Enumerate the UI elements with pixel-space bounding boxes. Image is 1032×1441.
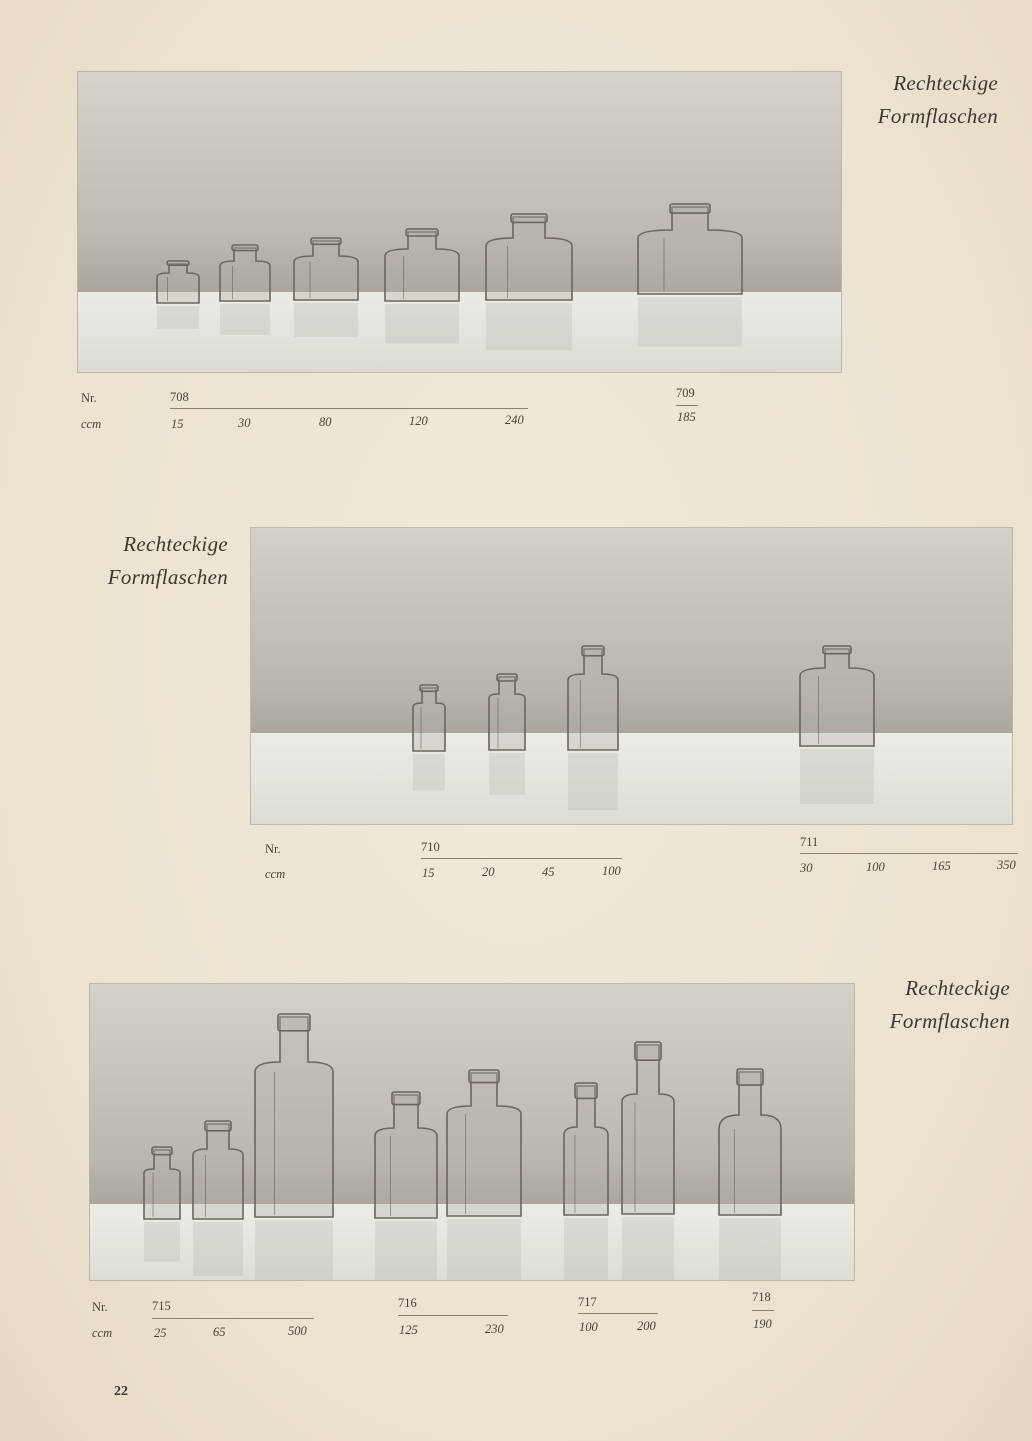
section-1-caption [850, 67, 998, 133]
ccm-value: 100 [579, 1320, 598, 1334]
ccm-value: 120 [409, 414, 428, 428]
ccm-value: 190 [753, 1317, 772, 1331]
page-number: 22 [114, 1384, 128, 1399]
model-number-716: 716 [398, 1296, 417, 1310]
glass-bottle [800, 646, 874, 804]
group-rule [421, 858, 622, 859]
model-number-718: 718 [752, 1290, 771, 1304]
ccm-value: 15 [422, 866, 435, 880]
ccm-value: 125 [399, 1323, 418, 1337]
model-number-715: 715 [152, 1299, 171, 1313]
ccm-label: ccm [81, 417, 102, 431]
ccm-value: 185 [677, 410, 696, 424]
caption-line-1: Rechteckige [893, 71, 998, 95]
group-rule [676, 405, 698, 406]
ccm-label: ccm [92, 1326, 113, 1340]
ccm-label: ccm [265, 867, 286, 881]
nr-label: Nr. [92, 1300, 108, 1314]
group-rule [578, 1313, 658, 1314]
ccm-value: 230 [485, 1322, 504, 1336]
ccm-value: 80 [319, 415, 332, 429]
model-number-709: 709 [676, 386, 695, 400]
caption-line-2: Formflaschen [877, 104, 998, 128]
model-number-708: 708 [170, 390, 189, 404]
ccm-value: 20 [482, 865, 495, 879]
ccm-value: 100 [866, 860, 885, 874]
ccm-value: 30 [800, 861, 813, 875]
model-number-717: 717 [578, 1295, 597, 1309]
section-3-caption [862, 972, 1010, 1038]
bottle-photo-3 [90, 984, 854, 1280]
ccm-value: 45 [542, 865, 555, 879]
model-number-711: 711 [800, 835, 819, 849]
ccm-value: 240 [505, 413, 524, 427]
bottle-photo-2 [251, 528, 1012, 824]
ccm-value: 500 [288, 1324, 307, 1338]
nr-label: Nr. [265, 842, 281, 856]
ccm-value: 350 [997, 858, 1016, 872]
caption-line-1: Rechteckige [123, 532, 228, 556]
group-rule [398, 1315, 508, 1316]
caption-line-2: Formflaschen [889, 1009, 1010, 1033]
group-rule [800, 853, 1018, 854]
model-number-710: 710 [421, 840, 440, 854]
ccm-value: 15 [171, 417, 184, 431]
caption-line-2: Formflaschen [107, 565, 228, 589]
ccm-value: 200 [637, 1319, 656, 1333]
section-2-caption [80, 528, 228, 594]
ccm-value: 25 [154, 1326, 167, 1340]
bottle-photo-1 [78, 72, 841, 372]
ccm-value: 30 [238, 416, 251, 430]
group-rule [752, 1310, 774, 1311]
ccm-value: 65 [213, 1325, 226, 1339]
nr-label: Nr. [81, 391, 97, 405]
ccm-value: 165 [932, 859, 951, 873]
ccm-value: 100 [602, 864, 621, 878]
group-rule [170, 408, 528, 409]
caption-line-1: Rechteckige [905, 976, 1010, 1000]
group-rule [152, 1318, 314, 1319]
